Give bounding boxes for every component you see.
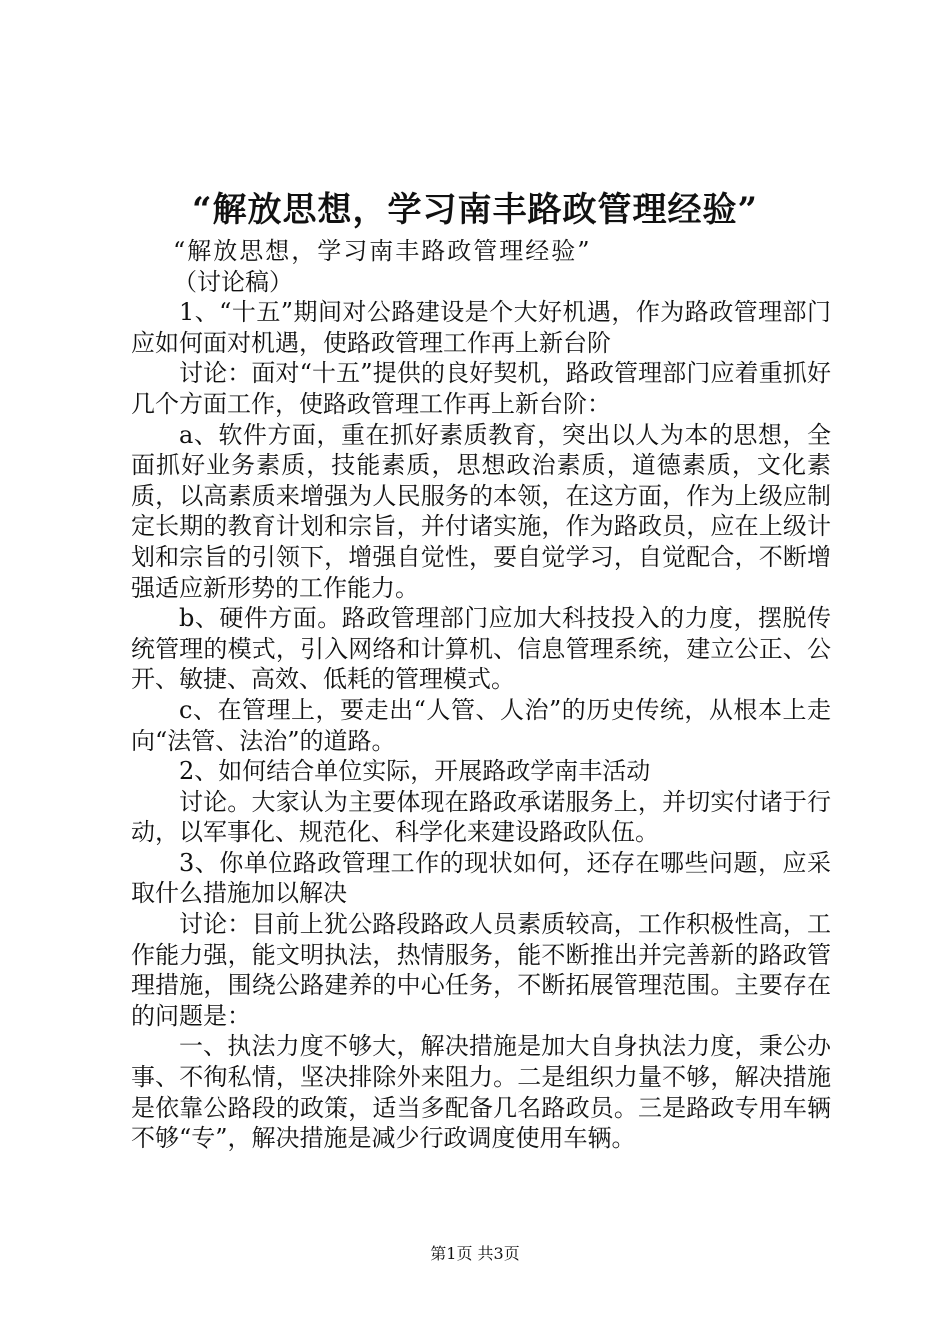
paragraph: c、在管理上，要走出“人管、人治”的历史传统，从根本上走向“法管、法治”的道路。	[131, 695, 831, 755]
paragraph: 2、如何结合单位实际，开展路政学南丰活动	[179, 757, 651, 786]
page-footer: 第1页 共3页	[430, 1244, 520, 1263]
paragraph: 一、执法力度不够大，解决措施是加大自身执法力度，秉公办事、不徇私情，坚决排除外来阻力。二是组织力量不够，解决措施是依靠公路段的政策，适当多配备几名路政员。三是路政专用车辆不够“专”，解决措施是减少行政调度使用车辆。	[131, 1032, 831, 1153]
paragraph: 讨论。大家认为主要体现在路政承诺服务上，并切实付诸于行动，以军事化、规范化、科学化来建设路政队伍。	[131, 787, 831, 847]
draft-label: （讨论稿）	[173, 267, 293, 296]
paragraph: 讨论：面对“十五”提供的良好契机，路政管理部门应着重抓好几个方面工作，使路政管理工作再上新台阶：	[131, 359, 831, 418]
paragraph: b、硬件方面。路政管理部门应加大科技投入的力度，摆脱传统管理的模式，引入网络和计算机、信息管理系统，建立公正、公开、敏捷、高效、低耗的管理模式。	[131, 604, 831, 694]
paragraph: a、软件方面，重在抓好素质教育，突出以人为本的思想，全面抓好业务素质，技能素质，思想政治素质，道德素质，文化素质，以高素质来增强为人民服务的本领，在这方面，作为上级应制定长期的教育计划和宗旨，并付诸实施，作为路政员，应在上级计划和宗旨的引领下，增强自觉性，要自觉学习，自觉配合，不断增强适应新形势的工作能力。	[131, 420, 831, 602]
document-subtitle: “解放思想，学习南丰路政管理经验”	[173, 237, 592, 265]
paragraph: 1、“十五”期间对公路建设是个大好机遇，作为路政管理部门应如何面对机遇，使路政管理工作再上新台阶	[131, 298, 831, 357]
page-title: “解放思想，学习南丰路政管理经验”	[191, 190, 759, 230]
paragraph: 讨论：目前上犹公路段路政人员素质较高，工作积极性高，工作能力强，能文明执法，热情服务，能不断推出并完善新的路政管理措施，围绕公路建养的中心任务，不断拓展管理范围。主要存在的问题是：	[131, 910, 831, 1030]
document-body	[131, 236, 831, 1154]
paragraph: 3、你单位路政管理工作的现状如何，还存在哪些问题，应采取什么措施加以解决	[131, 848, 831, 908]
